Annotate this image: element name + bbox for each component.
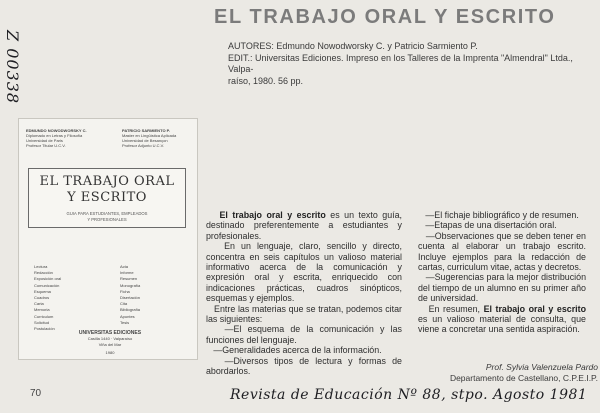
cover-subtitle (29, 211, 185, 222)
review-column-2 (418, 210, 586, 335)
cover-toc-left-item: Postulación (34, 326, 55, 332)
cover-publisher (60, 330, 160, 356)
col1-p3-text: Entre las materias que se tratan, podemos citar las siguientes: (206, 303, 403, 325)
cover-toc-left-item: Curriculum (34, 313, 54, 319)
cover-toc-left-item: Carta (34, 301, 44, 307)
col2-p2-text: —Etapas de una disertación oral. (425, 220, 557, 231)
edition-line-2: raíso, 1980. 56 pp. (228, 75, 304, 86)
cover-title (29, 174, 185, 206)
cover-toc-left (34, 264, 61, 332)
cover-author1 (26, 128, 87, 148)
cover-publisher-name: UNIVERSITAS EDICIONES (78, 330, 142, 336)
col1-p6-text: —Diversos tipos de lectura y formas de abordarlos. (206, 355, 402, 377)
cover-publisher-line3: Viña del Mar (98, 342, 122, 347)
cover-author1-name: EDMUNDO NOWODWORSKY C. (26, 128, 87, 133)
col2-paragraph-2 (418, 220, 586, 230)
book-title-bold-2: El trabajo oral y escrito (483, 303, 587, 314)
cover-toc-left-item: Comunicación (34, 282, 60, 288)
col2-p5-pre: En resumen, (428, 303, 484, 314)
cover-author1-line2: Diplomado en Letras y Filosofía (26, 133, 83, 138)
col1-paragraph-3 (206, 304, 402, 325)
cover-toc-left-item: Memoria (34, 307, 50, 313)
article-title: EL TRABAJO ORAL Y ESCRITO (214, 6, 556, 28)
cover-author2-line2: Master en Lingüística Aplicada (122, 133, 177, 138)
cover-toc-right-item: Monografía (120, 282, 141, 288)
col1-paragraph-6 (206, 356, 402, 377)
cover-toc-left-item: Redacción (34, 270, 53, 276)
col1-paragraph-2 (206, 241, 402, 303)
cover-toc-left-item: Lectura (34, 264, 48, 269)
col1-p1-text: es un texto guía, destinado preferentemente a estudiantes y profesionales. (206, 210, 402, 241)
handwritten-margin-text: Z 00338 (3, 30, 22, 105)
book-title-bold: El trabajo oral y escrito (219, 210, 326, 220)
col1-p2-text: En un lenguaje, claro, sencillo y directo, concentra en seis capítulos un valioso material informativo acerca de la comunicación y expresión oral y escrita, enriquecido con indicaciones prácticas, cuadros sinópticos, esquemas y ejemplos. (206, 241, 402, 304)
col2-p1-text: —El fichaje bibliográfico y de resumen. (425, 210, 579, 220)
cover-toc-right-item: Bibliografía (120, 307, 141, 313)
cover-toc-right-item: Apuntes (120, 313, 135, 319)
cover-toc-right-item: Ficha (120, 288, 130, 294)
col2-p4-text: —Sugerencias para la mejor distribución del tiempo de un alumno en su primer año de universidad. (418, 272, 586, 304)
cover-toc-left-item: Exposición oral (34, 276, 62, 282)
edition-line-1: EDIT.: Universitas Ediciones. Impreso en los Talleres de la Imprenta "Almendral" Ltda., Valpa- (228, 52, 573, 74)
cover-title-line2: Y ESCRITO (67, 190, 147, 205)
cover-author1-line3: Universidad de Paris (26, 138, 63, 143)
cover-toc-right-item: Cita (120, 301, 128, 307)
cover-toc-left-item: Cuadros (34, 295, 50, 301)
cover-toc-right-item: Acta (120, 264, 129, 269)
col2-paragraph-3 (418, 231, 586, 273)
cover-author2-line3: Universidad de Besançon (122, 138, 168, 143)
col1-paragraph-1 (206, 210, 402, 241)
cover-toc-right (120, 264, 140, 326)
authors-line: AUTORES: Edmundo Nowodworsky C. y Patricio Sarmiento P. (228, 41, 478, 51)
col2-paragraph-4 (418, 272, 586, 303)
cover-title-line1: EL TRABAJO ORAL (39, 174, 175, 189)
handwritten-source-note: Revista de Educación Nº 88, stpo. Agosto 1981 (230, 387, 588, 403)
page-number: 70 (30, 388, 42, 399)
cover-publisher-line2: Casilla 1440 · Valparaíso (87, 336, 133, 341)
cover-author2-line4: Profesor Adjunto U.C.V. (122, 143, 165, 148)
cover-toc-right-item: Resumen (120, 276, 138, 282)
reviewer-department: Departamento de Castellano, C.P.E.I.P. (449, 372, 598, 383)
col2-paragraph-1 (418, 210, 586, 220)
col2-p5-rest: es un valioso material de consulta, que viene a concretar una sentida aspiración. (418, 314, 586, 335)
cover-title-box (28, 168, 186, 228)
cover-author2-name: PATRICIO SARMIENTO P. (122, 128, 170, 133)
cover-toc-right-item: Informe (120, 270, 134, 276)
cover-toc-right-item: Disertación (120, 295, 141, 301)
col2-p3-text: —Observaciones que se deben tener en cuenta al elaborar un trabajo escrito. Incluye ejemplos para la redacción de cartas, curriculum vitae, actas y decretos. (418, 230, 586, 273)
reviewer-name: Prof. Sylvia Valenzuela Pardo (485, 362, 598, 372)
cover-toc-left-item: Esquema (34, 288, 51, 294)
review-column-1 (206, 210, 402, 377)
col1-p4-text: —El esquema de la comunicación y las funciones del lenguaje. (206, 324, 402, 345)
reviewer-signature (438, 362, 598, 383)
cover-author1-line4: Profesor Titular U.C.V. (26, 143, 66, 148)
bibliographic-info (228, 41, 588, 87)
cover-year: 1980 (105, 350, 115, 355)
cover-toc-left-item: Solicitud (34, 319, 50, 325)
cover-author2 (122, 128, 176, 148)
col2-paragraph-5 (418, 304, 586, 335)
cover-subtitle-line1: GUIA PARA ESTUDIANTES, EMPLEADOS (66, 211, 148, 216)
col1-paragraph-5 (206, 345, 402, 355)
col1-paragraph-4 (206, 324, 402, 345)
cover-subtitle-line2: Y PROFESIONALES (87, 216, 127, 222)
cover-toc-right-item: Tesis (120, 319, 130, 325)
col1-p5-text: —Generalidades acerca de la información. (213, 345, 382, 356)
